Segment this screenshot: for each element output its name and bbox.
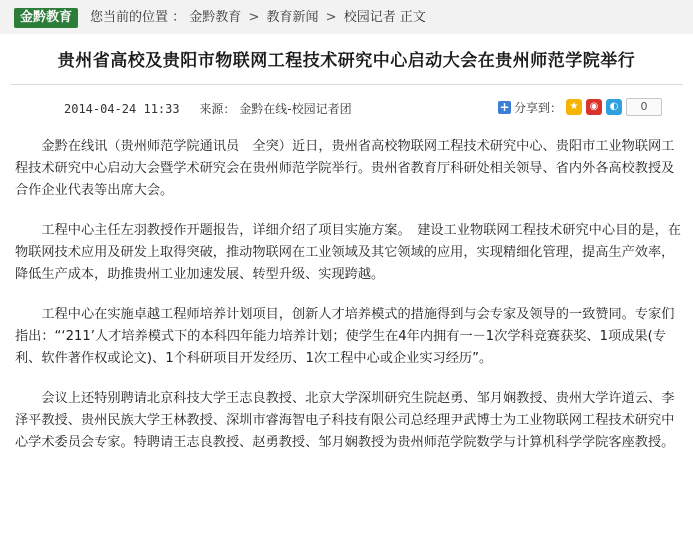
breadcrumb-separator: > (248, 10, 260, 25)
article-title: 贵州省高校及贵阳市物联网工程技术研究中心启动大会在贵州师范学院举行 (57, 51, 636, 71)
site-logo[interactable]: 金黔教育 (14, 8, 78, 28)
paragraph: 会议上还特别聘请北京科技大学王志良教授、北京大学深圳研究生院赵勇、邹月娴教授、贵州大学许道云、李泽平教授、贵州民族大学王林教授、深圳市睿海智电子科技有限公司总经理尹武博士为工业物联网工程技术研究中心学术委员会专家。特聘请王志良教授、赵勇教授、邹月娴教授为贵州师范学院数学与计算机科学学院客座教授。 (15, 391, 675, 450)
share-label: 分享到： (514, 100, 563, 115)
breadcrumb-link-news[interactable]: 教育新闻 (266, 10, 319, 25)
paragraph: 工程中心在实施卓越工程师培养计划项目，创新人才培养模式的措施得到与会专家及领导的一致赞同。专家们指出：“‘211’人才培养模式下的本科四年能力培养计划；使学生在4年内拥有一－1次学科竞赛获奖、1项成果(专利、软件著作权或论文)、1个科研项目开发经历、1次工程中心或企业实习经历”。 (15, 307, 675, 366)
title-divider (10, 84, 683, 85)
source-name: 金黔在线-校园记者团 (239, 102, 352, 116)
breadcrumb-link-reporter[interactable]: 校园记者 (343, 10, 396, 25)
breadcrumb-link-home[interactable]: 金黔教育 (189, 10, 242, 25)
paragraph: 金黔在线讯（贵州师范学院通讯员 全突）近日，贵州省高校物联网工程技术研究中心、贵阳市工业物联网工程技术研究中心启动大会暨学术研究会在贵州师范学院举行。贵州省教育厅科研处相关领导、省内外各高校教授及合作企业代表等出席大会。 (15, 139, 675, 198)
source-label: 来源： (199, 102, 236, 116)
qzone-share-icon[interactable]: ★ (566, 99, 582, 115)
top-bar (0, 0, 693, 34)
share-bar (498, 97, 662, 117)
breadcrumb-prefix: 您当前的位置 ： (90, 10, 186, 25)
paragraph: 工程中心主任左羽教授作开题报告，详细介绍了项目实施方案。 建设工业物联网工程技术研究中心目的是，在物联网技术应用及研发上取得突破，推动物联网在工业领域及其它领域的应用，实现精细化管理，提高生产效率，降低生产成本，助推贵州工业加速发展、转型升级、实现跨越。 (15, 223, 681, 282)
publish-date: 2014-04-24 11:33 (64, 102, 180, 116)
weibo-share-icon[interactable]: ◉ (586, 99, 602, 115)
share-count: 0 (626, 98, 662, 116)
article-meta (64, 100, 352, 117)
share-plus-icon[interactable]: + (499, 99, 510, 114)
breadcrumb-separator: > (325, 10, 337, 25)
breadcrumb (90, 8, 426, 28)
article-body (15, 136, 683, 472)
breadcrumb-current: 正文 (399, 10, 426, 25)
tencent-weibo-share-icon[interactable]: ◐ (606, 99, 622, 115)
